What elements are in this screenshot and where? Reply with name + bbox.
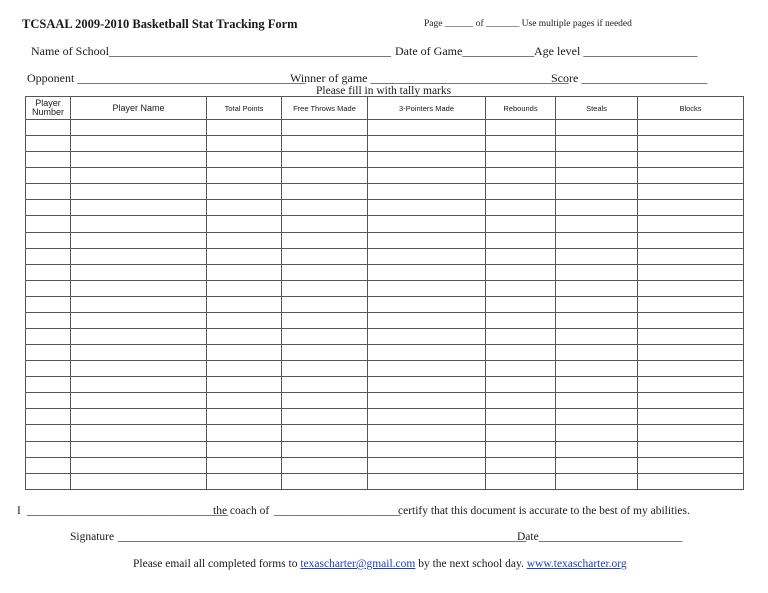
table-cell[interactable] bbox=[368, 393, 486, 409]
table-row bbox=[26, 296, 744, 312]
table-cell[interactable] bbox=[26, 200, 71, 216]
table-cell[interactable] bbox=[486, 184, 556, 200]
table-cell[interactable] bbox=[368, 184, 486, 200]
table-cell[interactable] bbox=[368, 329, 486, 345]
table-row bbox=[26, 168, 744, 184]
table-cell[interactable] bbox=[71, 312, 207, 328]
table-cell[interactable] bbox=[556, 441, 638, 457]
table-cell[interactable] bbox=[638, 120, 744, 136]
table-cell[interactable] bbox=[71, 120, 207, 136]
date-of-game-field[interactable]: Date of Game____________ bbox=[395, 44, 535, 58]
table-cell[interactable] bbox=[556, 264, 638, 280]
table-cell[interactable] bbox=[282, 425, 368, 441]
table-cell[interactable] bbox=[282, 345, 368, 361]
table-cell[interactable] bbox=[638, 377, 744, 393]
certify-text: certify that this document is accurate to the best of my abilities. bbox=[398, 505, 690, 517]
table-cell[interactable] bbox=[368, 441, 486, 457]
table-row bbox=[26, 120, 744, 136]
table-cell[interactable] bbox=[71, 232, 207, 248]
table-cell[interactable] bbox=[282, 168, 368, 184]
header-3-pointers: 3-Pointers Made bbox=[368, 97, 486, 120]
table-cell[interactable] bbox=[26, 457, 71, 473]
table-cell[interactable] bbox=[638, 280, 744, 296]
form-title: TCSAAL 2009-2010 Basketball Stat Tracking Form bbox=[22, 17, 298, 31]
table-cell[interactable] bbox=[556, 184, 638, 200]
table-cell[interactable] bbox=[207, 264, 282, 280]
table-cell[interactable] bbox=[486, 457, 556, 473]
table-cell[interactable] bbox=[26, 296, 71, 312]
table-cell[interactable] bbox=[638, 393, 744, 409]
table-row bbox=[26, 425, 744, 441]
table-cell[interactable] bbox=[486, 441, 556, 457]
table-cell[interactable] bbox=[71, 296, 207, 312]
table-cell[interactable] bbox=[282, 393, 368, 409]
table-cell[interactable] bbox=[368, 296, 486, 312]
table-cell[interactable] bbox=[556, 200, 638, 216]
table-cell[interactable] bbox=[368, 361, 486, 377]
table-cell[interactable] bbox=[638, 425, 744, 441]
table-cell[interactable] bbox=[486, 393, 556, 409]
table-cell[interactable] bbox=[71, 425, 207, 441]
table-cell[interactable] bbox=[282, 329, 368, 345]
table-cell[interactable] bbox=[282, 264, 368, 280]
table-cell[interactable] bbox=[368, 248, 486, 264]
page-info: Page ______ of _______ Use multiple pages if needed bbox=[424, 19, 632, 29]
table-cell[interactable] bbox=[556, 120, 638, 136]
table-cell[interactable] bbox=[368, 377, 486, 393]
table-cell[interactable] bbox=[638, 200, 744, 216]
table-cell[interactable] bbox=[282, 409, 368, 425]
signature-label: Signature bbox=[70, 531, 115, 543]
table-cell[interactable] bbox=[71, 441, 207, 457]
table-cell[interactable] bbox=[368, 457, 486, 473]
table-cell[interactable] bbox=[207, 152, 282, 168]
table-cell[interactable] bbox=[368, 345, 486, 361]
table-cell[interactable] bbox=[486, 152, 556, 168]
table-row bbox=[26, 136, 744, 152]
table-cell[interactable] bbox=[556, 232, 638, 248]
table-cell[interactable] bbox=[556, 280, 638, 296]
table-cell[interactable] bbox=[486, 377, 556, 393]
table-cell[interactable] bbox=[368, 312, 486, 328]
table-cell[interactable] bbox=[638, 409, 744, 425]
table-cell[interactable] bbox=[556, 393, 638, 409]
table-cell[interactable] bbox=[556, 216, 638, 232]
table-cell[interactable] bbox=[486, 168, 556, 184]
table-cell[interactable] bbox=[486, 345, 556, 361]
table-cell[interactable] bbox=[486, 264, 556, 280]
table-row bbox=[26, 232, 744, 248]
table-cell[interactable] bbox=[282, 184, 368, 200]
footer-text bbox=[133, 558, 627, 570]
table-cell[interactable] bbox=[556, 168, 638, 184]
table-cell[interactable] bbox=[207, 409, 282, 425]
table-cell[interactable] bbox=[207, 232, 282, 248]
table-row bbox=[26, 473, 744, 489]
signature-line[interactable]: _______________________________________________________________________ bbox=[118, 531, 527, 543]
table-cell[interactable] bbox=[282, 361, 368, 377]
table-cell[interactable] bbox=[638, 312, 744, 328]
table-cell[interactable] bbox=[368, 232, 486, 248]
table-cell[interactable] bbox=[71, 168, 207, 184]
table-cell[interactable] bbox=[282, 296, 368, 312]
table-cell[interactable] bbox=[71, 264, 207, 280]
table-cell[interactable] bbox=[556, 296, 638, 312]
score-field[interactable]: Score _____________________ bbox=[551, 71, 708, 85]
table-cell[interactable] bbox=[638, 457, 744, 473]
table-cell[interactable] bbox=[282, 441, 368, 457]
table-cell[interactable] bbox=[638, 345, 744, 361]
table-cell[interactable] bbox=[486, 248, 556, 264]
table-row bbox=[26, 393, 744, 409]
table-cell[interactable] bbox=[486, 312, 556, 328]
table-cell[interactable] bbox=[638, 152, 744, 168]
header-rebounds: Rebounds bbox=[486, 97, 556, 120]
table-cell[interactable] bbox=[207, 377, 282, 393]
table-cell[interactable] bbox=[556, 473, 638, 489]
table-cell[interactable] bbox=[486, 216, 556, 232]
table-row bbox=[26, 152, 744, 168]
table-cell[interactable] bbox=[556, 312, 638, 328]
table-cell[interactable] bbox=[368, 409, 486, 425]
table-cell[interactable] bbox=[207, 425, 282, 441]
table-cell[interactable] bbox=[71, 473, 207, 489]
table-cell[interactable] bbox=[556, 361, 638, 377]
table-cell[interactable] bbox=[207, 441, 282, 457]
table-cell[interactable] bbox=[26, 361, 71, 377]
table-cell[interactable] bbox=[638, 184, 744, 200]
table-cell[interactable] bbox=[282, 377, 368, 393]
table-cell[interactable] bbox=[368, 280, 486, 296]
table-cell[interactable] bbox=[486, 200, 556, 216]
table-cell[interactable] bbox=[207, 312, 282, 328]
table-cell[interactable] bbox=[486, 280, 556, 296]
table-cell[interactable] bbox=[282, 200, 368, 216]
email-link[interactable]: texascharter@gmail.com bbox=[300, 558, 416, 570]
table-row bbox=[26, 329, 744, 345]
table-cell[interactable] bbox=[638, 248, 744, 264]
table-cell[interactable] bbox=[556, 136, 638, 152]
header-steals: Steals bbox=[556, 97, 638, 120]
table-cell[interactable] bbox=[638, 264, 744, 280]
table-cell[interactable] bbox=[207, 136, 282, 152]
table-cell[interactable] bbox=[71, 280, 207, 296]
table-row bbox=[26, 280, 744, 296]
table-row bbox=[26, 377, 744, 393]
table-cell[interactable] bbox=[556, 409, 638, 425]
table-cell[interactable] bbox=[282, 248, 368, 264]
table-cell[interactable] bbox=[71, 393, 207, 409]
table-cell[interactable] bbox=[282, 457, 368, 473]
table-cell[interactable] bbox=[207, 216, 282, 232]
signature-date-field[interactable]: Date_________________________ bbox=[517, 531, 683, 543]
footer-prefix: Please email all completed forms to bbox=[133, 558, 298, 570]
table-cell[interactable] bbox=[282, 280, 368, 296]
table-cell[interactable] bbox=[26, 409, 71, 425]
table-cell[interactable] bbox=[26, 329, 71, 345]
table-cell[interactable] bbox=[207, 473, 282, 489]
table-row bbox=[26, 312, 744, 328]
table-cell[interactable] bbox=[368, 264, 486, 280]
table-cell[interactable] bbox=[207, 361, 282, 377]
table-cell[interactable] bbox=[207, 184, 282, 200]
table-cell[interactable] bbox=[71, 184, 207, 200]
table-cell[interactable] bbox=[26, 425, 71, 441]
table-cell[interactable] bbox=[71, 361, 207, 377]
table-cell[interactable] bbox=[26, 152, 71, 168]
table-cell[interactable] bbox=[282, 216, 368, 232]
table-row bbox=[26, 184, 744, 200]
table-cell[interactable] bbox=[207, 329, 282, 345]
table-cell[interactable] bbox=[26, 312, 71, 328]
table-cell[interactable] bbox=[638, 361, 744, 377]
table-cell[interactable] bbox=[71, 409, 207, 425]
table-cell[interactable] bbox=[486, 136, 556, 152]
table-cell[interactable] bbox=[71, 457, 207, 473]
table-cell[interactable] bbox=[207, 457, 282, 473]
header-blocks: Blocks bbox=[638, 97, 744, 120]
table-cell[interactable] bbox=[282, 312, 368, 328]
table-cell[interactable] bbox=[638, 296, 744, 312]
table-cell[interactable] bbox=[556, 457, 638, 473]
instruction-text: Please fill in with tally marks bbox=[316, 85, 452, 97]
table-row bbox=[26, 345, 744, 361]
coach-name-blank[interactable]: ___________________________________ bbox=[27, 505, 229, 517]
table-cell[interactable] bbox=[282, 120, 368, 136]
table-row bbox=[26, 248, 744, 264]
table-cell[interactable] bbox=[556, 248, 638, 264]
footer-middle: by the next school day. bbox=[418, 558, 524, 570]
header-player-number: Player Number bbox=[26, 97, 71, 120]
header-player-name: Player Name bbox=[71, 97, 207, 120]
table-cell[interactable] bbox=[556, 152, 638, 168]
table-cell[interactable] bbox=[207, 393, 282, 409]
school-field[interactable]: Name of School_______________________________________________ bbox=[31, 44, 391, 58]
table-cell[interactable] bbox=[556, 345, 638, 361]
table-cell[interactable] bbox=[638, 329, 744, 345]
table-cell[interactable] bbox=[26, 393, 71, 409]
team-blank[interactable]: ______________________ bbox=[274, 505, 401, 517]
opponent-field[interactable]: Opponent ______________________________________ bbox=[27, 71, 306, 85]
table-cell[interactable] bbox=[368, 200, 486, 216]
coach-of-text: the coach of bbox=[213, 505, 270, 517]
table-cell[interactable] bbox=[638, 473, 744, 489]
table-cell[interactable] bbox=[282, 473, 368, 489]
table-cell[interactable] bbox=[486, 473, 556, 489]
table-cell[interactable] bbox=[282, 232, 368, 248]
table-cell[interactable] bbox=[638, 216, 744, 232]
header-free-throws: Free Throws Made bbox=[282, 97, 368, 120]
table-cell[interactable] bbox=[71, 216, 207, 232]
table-cell[interactable] bbox=[486, 329, 556, 345]
table-cell[interactable] bbox=[26, 168, 71, 184]
table-cell[interactable] bbox=[26, 136, 71, 152]
table-cell[interactable] bbox=[26, 473, 71, 489]
table-cell[interactable] bbox=[486, 425, 556, 441]
table-cell[interactable] bbox=[638, 136, 744, 152]
table-cell[interactable] bbox=[207, 120, 282, 136]
website-link[interactable]: www.texascharter.org bbox=[526, 558, 627, 570]
stat-table bbox=[25, 96, 744, 490]
table-header-row bbox=[26, 97, 744, 120]
table-cell[interactable] bbox=[26, 441, 71, 457]
table-cell[interactable] bbox=[486, 232, 556, 248]
table-cell[interactable] bbox=[486, 361, 556, 377]
table-cell[interactable] bbox=[71, 200, 207, 216]
table-cell[interactable] bbox=[71, 329, 207, 345]
table-cell[interactable] bbox=[638, 168, 744, 184]
table-cell[interactable] bbox=[207, 280, 282, 296]
table-cell[interactable] bbox=[207, 248, 282, 264]
table-cell[interactable] bbox=[486, 120, 556, 136]
table-row bbox=[26, 441, 744, 457]
table-row bbox=[26, 409, 744, 425]
table-cell[interactable] bbox=[26, 280, 71, 296]
table-cell[interactable] bbox=[71, 152, 207, 168]
certify-i: I bbox=[17, 505, 21, 517]
table-row bbox=[26, 361, 744, 377]
table-row bbox=[26, 216, 744, 232]
table-row bbox=[26, 457, 744, 473]
table-cell[interactable] bbox=[71, 377, 207, 393]
table-cell[interactable] bbox=[26, 248, 71, 264]
table-cell[interactable] bbox=[26, 264, 71, 280]
table-cell[interactable] bbox=[368, 425, 486, 441]
table-cell[interactable] bbox=[207, 168, 282, 184]
table-cell[interactable] bbox=[26, 184, 71, 200]
table-cell[interactable] bbox=[282, 136, 368, 152]
table-cell[interactable] bbox=[282, 152, 368, 168]
table-cell[interactable] bbox=[207, 200, 282, 216]
table-cell[interactable] bbox=[207, 296, 282, 312]
table-cell[interactable] bbox=[486, 409, 556, 425]
table-cell[interactable] bbox=[207, 345, 282, 361]
header-total-points: Total Points bbox=[207, 97, 282, 120]
table-cell[interactable] bbox=[638, 232, 744, 248]
table-cell[interactable] bbox=[368, 473, 486, 489]
table-cell[interactable] bbox=[71, 136, 207, 152]
table-row bbox=[26, 264, 744, 280]
table-cell[interactable] bbox=[638, 441, 744, 457]
table-cell[interactable] bbox=[71, 248, 207, 264]
table-cell[interactable] bbox=[71, 345, 207, 361]
table-cell[interactable] bbox=[26, 120, 71, 136]
table-cell[interactable] bbox=[368, 136, 486, 152]
winner-field[interactable]: Winner of game _________________________________ bbox=[290, 71, 569, 85]
table-cell[interactable] bbox=[26, 232, 71, 248]
table-cell[interactable] bbox=[368, 152, 486, 168]
table-cell[interactable] bbox=[26, 216, 71, 232]
table-cell[interactable] bbox=[556, 377, 638, 393]
table-cell[interactable] bbox=[368, 216, 486, 232]
table-cell[interactable] bbox=[486, 296, 556, 312]
table-cell[interactable] bbox=[368, 168, 486, 184]
age-level-field[interactable]: Age level ___________________ bbox=[534, 44, 698, 58]
table-row bbox=[26, 200, 744, 216]
table-cell[interactable] bbox=[556, 425, 638, 441]
table-cell[interactable] bbox=[368, 120, 486, 136]
table-cell[interactable] bbox=[26, 377, 71, 393]
table-cell[interactable] bbox=[26, 345, 71, 361]
table-cell[interactable] bbox=[556, 329, 638, 345]
